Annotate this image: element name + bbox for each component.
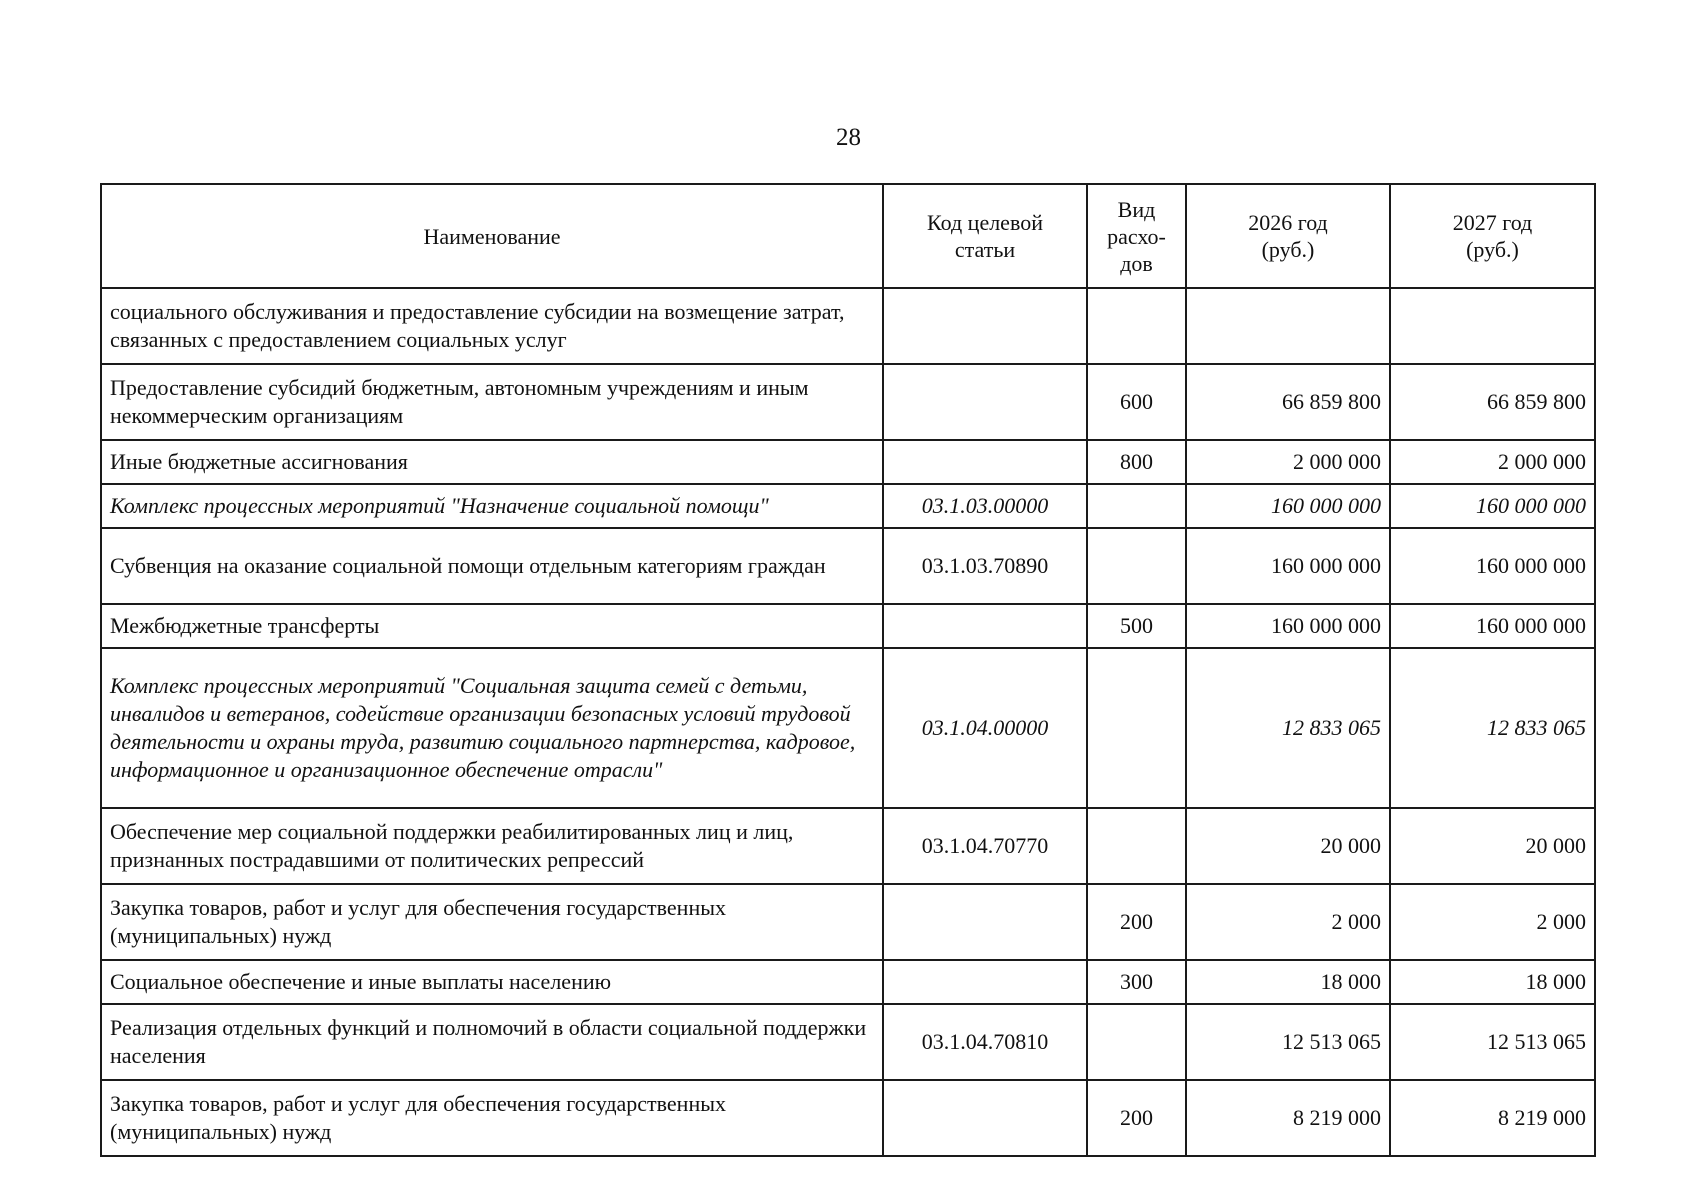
row-name: Комплекс процессных мероприятий "Социальная защита семей с детьми, инвалидов и ветеранов, содействие организации безопасных условий трудовой деятельности и охраны труда, развитию социального партнерства, кадровое, информационное и организационное обеспечение отрасли": [101, 648, 883, 808]
row-2026: 160 000 000: [1186, 528, 1390, 604]
row-type: [1087, 288, 1186, 364]
row-2026: 160 000 000: [1186, 604, 1390, 648]
row-name: Комплекс процессных мероприятий "Назначение социальной помощи": [101, 484, 883, 528]
row-type: [1087, 808, 1186, 884]
row-code: 03.1.03.00000: [883, 484, 1087, 528]
table-row: [101, 1080, 1595, 1156]
row-2027: 12 513 065: [1390, 1004, 1595, 1080]
row-2027: 20 000: [1390, 808, 1595, 884]
header-2026: [1186, 184, 1390, 288]
header-type-line2: расхо-: [1107, 223, 1166, 249]
row-name: Реализация отдельных функций и полномочий в области социальной поддержки населения: [101, 1004, 883, 1080]
row-code: 03.1.03.70890: [883, 528, 1087, 604]
row-name: Социальное обеспечение и иные выплаты населению: [101, 960, 883, 1004]
row-name: Закупка товаров, работ и услуг для обеспечения государственных (муниципальных) нужд: [101, 884, 883, 960]
row-code: 03.1.04.00000: [883, 648, 1087, 808]
page-number: 28: [836, 124, 861, 151]
header-code-line2: статьи: [954, 237, 1016, 262]
row-code: 03.1.04.70770: [883, 808, 1087, 884]
row-2026: [1186, 288, 1390, 364]
row-2026: 2 000: [1186, 884, 1390, 960]
table-row: [101, 604, 1595, 648]
header-name-label: Наименование: [423, 223, 561, 249]
table-row: [101, 960, 1595, 1004]
table-row: [101, 288, 1595, 364]
row-2027: 18 000: [1390, 960, 1595, 1004]
row-2027: 160 000 000: [1390, 604, 1595, 648]
row-2027: [1390, 288, 1595, 364]
row-type: 800: [1087, 440, 1186, 484]
row-type: [1087, 484, 1186, 528]
budget-table: [100, 183, 1596, 1157]
row-2027: 160 000 000: [1390, 484, 1595, 528]
header-type: [1087, 184, 1186, 288]
table-row: [101, 1004, 1595, 1080]
row-name: Иные бюджетные ассигнования: [101, 440, 883, 484]
row-type: [1087, 528, 1186, 604]
row-code: [883, 364, 1087, 440]
header-code-line1: Код целевой: [927, 210, 1043, 235]
row-type: [1087, 1004, 1186, 1080]
row-2026: 20 000: [1186, 808, 1390, 884]
row-code: [883, 604, 1087, 648]
row-type: 200: [1087, 884, 1186, 960]
header-2027-line1: 2027 год: [1452, 210, 1533, 235]
row-2027: 66 859 800: [1390, 364, 1595, 440]
row-2026: 2 000 000: [1186, 440, 1390, 484]
row-2026: 8 219 000: [1186, 1080, 1390, 1156]
row-2026: 12 513 065: [1186, 1004, 1390, 1080]
row-code: [883, 884, 1087, 960]
row-name: Обеспечение мер социальной поддержки реабилитированных лиц и лиц, признанных пострадавшими от политических репрессий: [101, 808, 883, 884]
row-code: [883, 440, 1087, 484]
header-2026-line1: 2026 год: [1248, 210, 1328, 235]
row-name: Закупка товаров, работ и услуг для обеспечения государственных (муниципальных) нужд: [101, 1080, 883, 1156]
table-row: [101, 528, 1595, 604]
row-2026: 66 859 800: [1186, 364, 1390, 440]
header-2027-line2: (руб.): [1466, 237, 1519, 262]
row-name: социального обслуживания и предоставление субсидии на возмещение затрат, связанных с предоставлением социальных услуг: [101, 288, 883, 364]
header-2026-line2: (руб.): [1261, 237, 1315, 262]
row-2027: 160 000 000: [1390, 528, 1595, 604]
row-type: 300: [1087, 960, 1186, 1004]
table-row: [101, 440, 1595, 484]
row-2027: 2 000 000: [1390, 440, 1595, 484]
row-2027: 8 219 000: [1390, 1080, 1595, 1156]
row-name: Субвенция на оказание социальной помощи отдельным категориям граждан: [101, 528, 883, 604]
header-name: [101, 184, 883, 288]
header-code: [883, 184, 1087, 288]
row-2027: 12 833 065: [1390, 648, 1595, 808]
table-header-row: [101, 184, 1595, 288]
header-type-line3: дов: [1120, 250, 1153, 276]
header-type-line1: Вид: [1117, 196, 1156, 222]
table-row: [101, 364, 1595, 440]
row-code: 03.1.04.70810: [883, 1004, 1087, 1080]
row-2026: 12 833 065: [1186, 648, 1390, 808]
row-code: [883, 1080, 1087, 1156]
row-code: [883, 288, 1087, 364]
header-2027: [1390, 184, 1595, 288]
row-type: [1087, 648, 1186, 808]
row-2026: 160 000 000: [1186, 484, 1390, 528]
row-name: Межбюджетные трансферты: [101, 604, 883, 648]
row-name: Предоставление субсидий бюджетным, автономным учреждениям и иным некоммерческим организациям: [101, 364, 883, 440]
table-row-program: [101, 648, 1595, 808]
table-row: [101, 808, 1595, 884]
row-2026: 18 000: [1186, 960, 1390, 1004]
row-type: 600: [1087, 364, 1186, 440]
table-row: [101, 884, 1595, 960]
row-type: 500: [1087, 604, 1186, 648]
row-code: [883, 960, 1087, 1004]
row-2027: 2 000: [1390, 884, 1595, 960]
table-row-program: [101, 484, 1595, 528]
row-type: 200: [1087, 1080, 1186, 1156]
